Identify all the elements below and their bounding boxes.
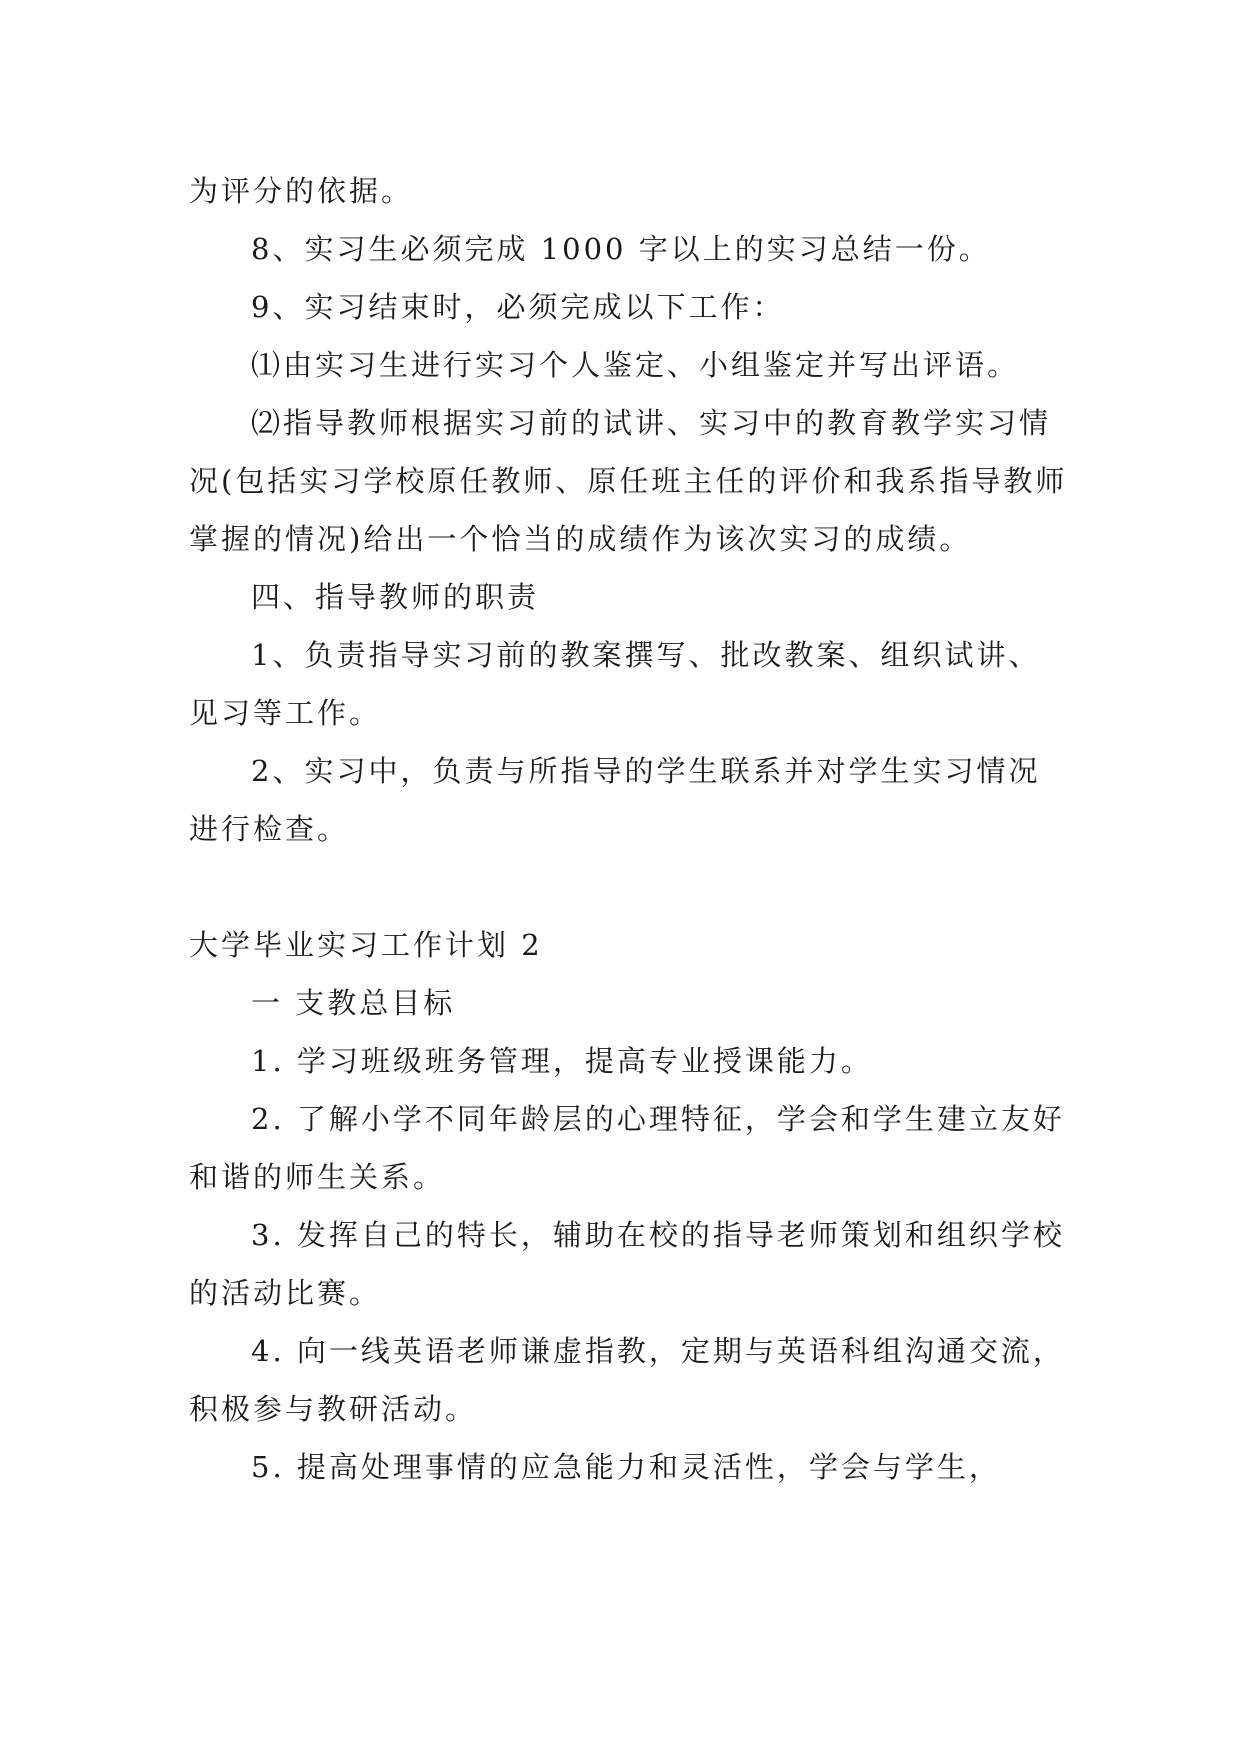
paragraph: 2. 了解小学不同年龄层的心理特征，学会和学生建立友好和谐的师生关系。 [189,1102,1065,1194]
paragraph: 1. 学习班级班务管理，提高专业授课能力。 [251,1044,873,1078]
section-heading: 四、指导教师的职责 [251,580,540,614]
document-title: 大学毕业实习工作计划 2 [189,928,543,962]
paragraph: 2、实习中，负责与所指导的学生联系并对学生实习情况进行检查。 [189,754,1041,846]
section-heading: 一 支教总目标 [251,986,456,1020]
paragraph: ⑵指导教师根据实习前的试讲、实习中的教育教学实习情况(包括实习学校原任教师、原任班主任的评价和我系指导教师掌握的情况)给出一个恰当的成绩作为该次实习的成绩。 [189,406,1068,556]
paragraph: 5. 提高处理事情的应急能力和灵活性，学会与学生， [251,1450,1001,1484]
paragraph: 为评分的依据。 [189,174,414,208]
paragraph: 9、实习结束时，必须完成以下工作： [251,290,785,324]
paragraph: 4. 向一线英语老师谦虚指教，定期与英语科组沟通交流，积极参与教研活动。 [189,1334,1065,1426]
paragraph: 3. 发挥自己的特长，辅助在校的指导老师策划和组织学校的活动比赛。 [189,1218,1065,1310]
document-body [189,162,1069,1496]
paragraph: ⑴由实习生进行实习个人鉴定、小组鉴定并写出评语。 [251,348,1020,382]
paragraph: 8、实习生必须完成 1000 字以上的实习总结一份。 [251,232,991,266]
paragraph: 1、负责指导实习前的教案撰写、批改教案、组织试讲、见习等工作。 [189,638,1041,730]
